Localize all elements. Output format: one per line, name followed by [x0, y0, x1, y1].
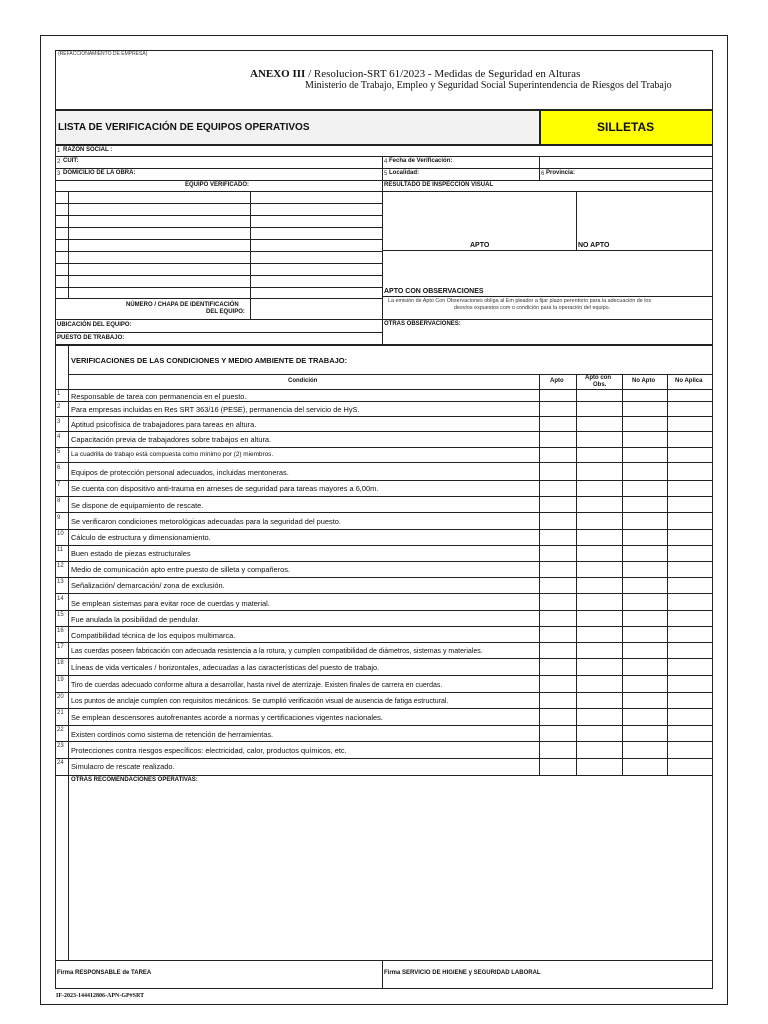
field-number-6: 6: [541, 171, 545, 177]
condition-text: Señalización/ demarcación/ zona de exclusión.: [71, 581, 225, 590]
condition-text: Se dispone de equipamiento de rescate.: [71, 501, 204, 510]
apto-obs-note-2: desvíos expuestos com o condición para la operación del equipo.: [454, 305, 611, 311]
condition-text: Se emplean sistemas para evitar roce de cuerdas y material.: [71, 599, 270, 608]
razon-social-label: RAZÓN SOCIAL :: [63, 147, 113, 153]
list-title: LISTA DE VERIFICACIÓN DE EQUIPOS OPERATIVOS: [58, 122, 310, 133]
row-number: 20: [57, 694, 64, 700]
company-stamp-text: (REFACCIONAMIENTO DE EMPRESA): [58, 51, 148, 57]
equipment-type: SILLETAS: [597, 120, 655, 134]
row-number: 7: [57, 482, 61, 488]
condition-text: Fue anulada la posibilidad de pendular.: [71, 615, 200, 624]
numero-chapa-label-1: NÚMERO / CHAPA DE IDENTIFICACIÓN: [126, 302, 239, 308]
condition-text: Se emplean descensores autofrenantes acorde a normas y certificaciones vigentes nacionales.: [71, 713, 383, 722]
condition-text: Se verificaron condiciones metorológicas adecuadas para la seguridad del puesto.: [71, 517, 341, 526]
row-number: 10: [57, 531, 64, 537]
row-number: 12: [57, 563, 64, 569]
condition-text: Tiro de cuerdas adecuado conforme altura a desarrollar, hasta nivel de aterrizaje. Existen finales de carrera en cuerdas.: [71, 682, 443, 689]
firma-responsable-label: Firma RESPONSABLE de TAREA: [57, 970, 152, 976]
row-number: 4: [57, 434, 61, 440]
condition-text: Se cuenta con dispositivo anti-trauma en arneses de seguridad para tareas mayores a 6,00m.: [71, 484, 379, 493]
row-number: 3: [57, 419, 61, 425]
field-number-4: 4: [384, 159, 388, 165]
ubicacion-label: UBICACIÓN DEL EQUIPO:: [57, 322, 132, 328]
condition-text: Líneas de vida verticales / horizontales, adecuadas a las características del puesto de trabajo.: [71, 663, 380, 672]
domicilio-label: DOMICILIO DE LA OBRA:: [63, 170, 136, 176]
apto-con-obs-label: APTO CON OBSERVACIONES: [384, 288, 484, 295]
no-apto-label: NO APTO: [578, 242, 610, 249]
condition-text: Aptitud psicofísica de trabajadores para tareas en altura.: [71, 420, 257, 429]
row-number: 22: [57, 727, 64, 733]
row-number: 8: [57, 498, 61, 504]
cuit-label: CUIT:: [63, 158, 79, 164]
row-number: 9: [57, 515, 61, 521]
verification-title: VERIFICACIONES DE LAS CONDICIONES Y MEDIO AMBIENTE DE TRABAJO:: [71, 356, 348, 365]
condition-text: Existen cordinos como sistema de retención de herramientas.: [71, 730, 274, 739]
resultado-label: RESULTADO DE INSPECCIÓN VISUAL: [384, 182, 494, 188]
row-number: 14: [57, 596, 64, 602]
firma-servicio-label: Firma SERVICIO DE HIGIENE y SEGURIDAD LABORAL: [384, 970, 541, 976]
field-number-2: 2: [57, 159, 61, 165]
ministry-line: Ministerio de Trabajo, Empleo y Seguridad Social Superintendencia de Riesgos del Trabajo: [305, 80, 672, 91]
row-number: 11: [57, 547, 64, 553]
column-condicion: Condición: [288, 378, 318, 384]
column-apto: Apto: [550, 378, 564, 384]
row-number: 17: [57, 644, 64, 650]
otras-observaciones-label: OTRAS OBSERVACIONES:: [384, 321, 461, 327]
condition-text: Medio de comunicación apto entre puesto de silleta y compañeros.: [71, 565, 290, 574]
condition-text: La cuadrilla de trabajo está compuesta como mínimo por (2) miembros.: [71, 451, 274, 458]
row-number: 13: [57, 579, 64, 585]
condition-text: Equipos de protección personal adecuados, incluidas mentoneras.: [71, 468, 289, 477]
condition-text: Los puntos de anclaje cumplen con requisitos mecánicos. Se cumplió verificación visual de ausencia de fatiga estructural.: [71, 698, 449, 705]
column-apto-obs-1: Apto con: [585, 375, 611, 381]
document-id: IF-2023-144412806-APN-GP#SRT: [56, 993, 145, 999]
numero-chapa-label-2: DEL EQUIPO:: [206, 309, 245, 315]
puesto-label: PUESTO DE TRABAJO:: [57, 335, 125, 341]
condition-text: Cálculo de estructura y dimensionamiento.: [71, 533, 211, 542]
condition-text: Para empresas incluidas en Res SRT 363/16 (PESE), permanencia del servicio de HyS.: [71, 405, 360, 414]
row-number: 5: [57, 449, 61, 455]
row-number: 18: [57, 660, 64, 666]
row-number: 1: [57, 391, 61, 397]
condition-text: Buen estado de piezas estructurales: [71, 549, 191, 558]
condition-text: Simulacro de rescate realizado.: [71, 762, 175, 771]
row-number: 15: [57, 612, 64, 618]
condition-text: Compatibilidad técnica de los equipos multimarca.: [71, 631, 236, 640]
column-apto-obs-2: Obs.: [593, 382, 607, 388]
column-no-apto: No Apto: [632, 378, 656, 384]
anexo-title: [250, 69, 580, 80]
row-number: 19: [57, 677, 64, 683]
condition-text: Protecciones contra riesgos específicos: electricidad, calor, productos químicos, etc.: [71, 746, 347, 755]
row-number: 24: [57, 760, 64, 766]
condition-text: Responsable de tarea con permanencia en el puesto.: [71, 392, 247, 401]
row-number: 23: [57, 743, 64, 749]
field-number-3: 3: [57, 171, 61, 177]
fecha-label: Fecha de Verificación:: [389, 158, 453, 164]
row-number: 16: [57, 628, 64, 634]
condition-text: Las cuerdas poseen fabricación con adecuada resistencia a la rotura, y cumplen compatibilidad de diámetros, sistemas y materiales.: [71, 648, 483, 655]
localidad-label: Localidad:: [389, 170, 420, 176]
condition-text: Capacitación previa de trabajadores sobre trabajos en altura.: [71, 435, 272, 444]
column-no-aplica: No Aplica: [675, 378, 703, 384]
field-number-5: 5: [384, 171, 388, 177]
row-number: 6: [57, 465, 61, 471]
field-number-1: 1: [57, 148, 61, 154]
anexo-label: ANEXO III: [250, 68, 306, 80]
equipo-verificado-label: EQUIPO VERIFICADO:: [185, 182, 250, 188]
row-number: 2: [57, 404, 61, 410]
apto-obs-note-1: La emisión de Apto Con Observaciones obliga al Em pleador a fijar plazo perentorio para la adecuación de los: [388, 298, 652, 304]
row-number: 21: [57, 710, 64, 716]
otras-recomendaciones-label: OTRAS RECOMENDACIONES OPERATIVAS:: [71, 777, 198, 783]
apto-label: APTO: [470, 242, 490, 249]
anexo-resolution: / Resolucion-SRT 61/2023 - Medidas de Seguridad en Alturas: [305, 68, 581, 80]
provincia-label: Provincia:: [546, 170, 576, 176]
